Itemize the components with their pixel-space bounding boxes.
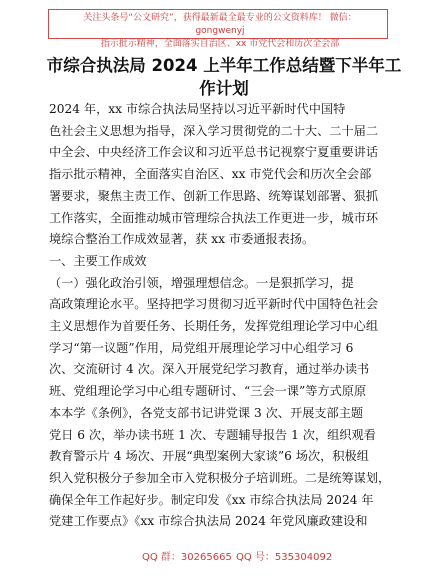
body-line: 班、党组理论学习中心组专题研讨、“三会一课”等方式原原 [49, 384, 367, 399]
footer-qq-group: QQ 群：30265665 [142, 552, 232, 563]
body-line: 署要求，聚焦主责工作、创新工作思路、统筹谋划部署、狠抓 [49, 188, 379, 203]
body-line: 教育警示片 4 场次、开展“典型案例大家谈”6 场次，积极组 [49, 449, 369, 464]
body-line: 工作落实，全面推动城市管理综合执法工作更进一步，城市环 [49, 210, 379, 225]
body-line: （一）强化政治引领，增强理想信念。一是狠抓学习，提 [49, 275, 354, 290]
body-line: 高政策理论水平。坚持把学习贯彻习近平新时代中国特色社会 [49, 297, 379, 312]
body-line: 织入党积极分子参加全市入党积极分子培训班。二是统筹谋划， [49, 470, 391, 485]
body-line: 一、主要工作成效 [49, 253, 147, 268]
body-line: 指示批示精神，全面落实自治区、xx 市党代会和历次全会部 [49, 167, 372, 182]
body-line: 学习“第一议题”作用，局党组开展理论学习中心组学习 6 [49, 340, 354, 355]
promo-banner-line1: 关注头条号“公文研究”，获得最新最全最专业的公文资料库！ 微信：gongwenyj [83, 13, 357, 36]
body-line: 本本学《条例》，各党支部书记讲党课 3 次、开展支部主题 [49, 405, 364, 420]
body-line: 党建工作要点》《xx 市综合执法局 2024 年党风廉政建设和 [49, 514, 368, 529]
body-line: 主义思想作为首要任务、长期任务，发挥党组理论学习中心组 [49, 319, 379, 333]
body-line: 党日 6 次，举办读书班 1 次、专题辅导报告 1 次，组织观看 [49, 427, 376, 442]
document-title-line2: 作计划 [199, 79, 249, 98]
body-line: 次、交流研讨 4 次。深入开展党纪学习教育，通过举办读书 [49, 362, 370, 377]
promo-banner-line2: 指示批示精神，全面落实自治区、xx 市党代会和历次全会部 [100, 39, 340, 49]
body-line: 中全会、中央经济工作会议和习近平总书记视察宁夏重要讲话 [49, 145, 379, 160]
body-line: 色社会主义思想为指导，深入学习贯彻党的二十大、二十届二 [49, 123, 379, 138]
document-title-line1: 市综合执法局 2024 上半年工作总结暨下半年工 [46, 56, 402, 75]
body-line: 境综合整治工作成效显著，获 xx 市委通报表扬。 [49, 232, 315, 247]
body-line: 确保全年工作起好步。制定印发《xx 市综合执法局 2024 年 [49, 492, 374, 507]
footer-qq-number: QQ 号：535304092 [236, 552, 333, 563]
promo-banner [48, 9, 388, 49]
body-line: 2024 年，xx 市综合执法局坚持以习近平新时代中国特 [49, 102, 346, 116]
